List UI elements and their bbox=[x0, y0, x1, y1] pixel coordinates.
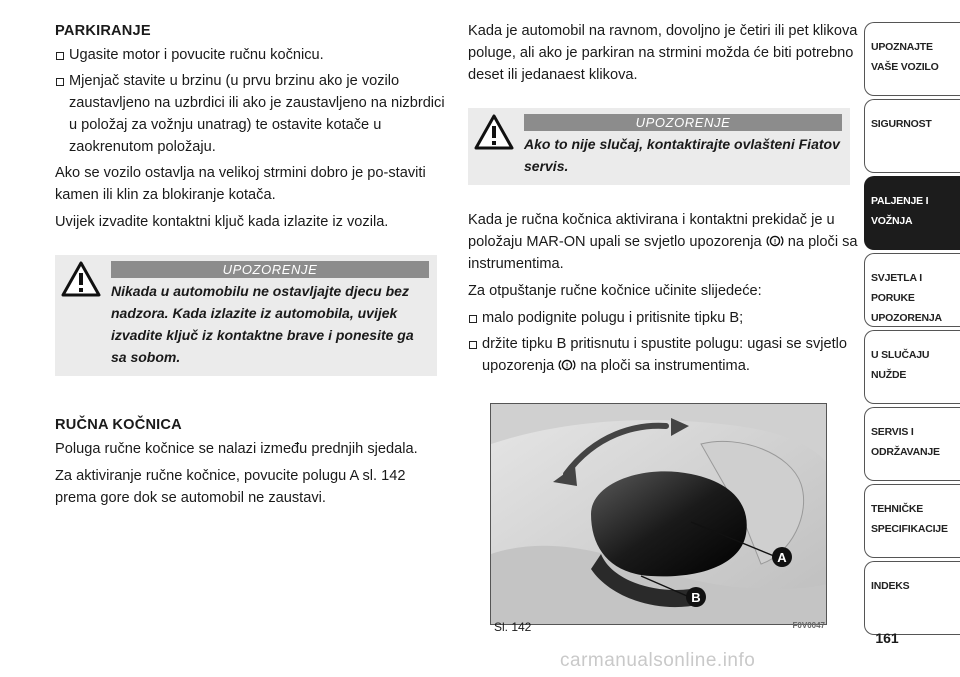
warning-title: UPOZORENJE bbox=[111, 261, 429, 278]
chapter-tab-line2: SPECIFIKACIJE bbox=[871, 523, 948, 535]
heading-parking: PARKIRANJE bbox=[55, 23, 151, 39]
brake-warning-lamp-icon bbox=[558, 358, 576, 372]
warning-title: UPOZORENJE bbox=[524, 114, 842, 131]
chapter-tab[interactable] bbox=[864, 561, 960, 635]
chapter-tab-line1: PALJENJE I bbox=[871, 195, 929, 207]
figure-caption bbox=[490, 620, 827, 634]
paragraph-release: Za otpuštanje ručne kočnice učinite slijedeće: bbox=[468, 283, 762, 299]
parking-brake-figure bbox=[490, 403, 827, 625]
chapter-tab[interactable] bbox=[864, 22, 960, 96]
svg-text:!: ! bbox=[566, 363, 569, 370]
chapter-tab-line2: UPOZORENJA bbox=[871, 312, 942, 324]
chapter-tab-line2: NUŽDE bbox=[871, 369, 907, 381]
warning-box bbox=[55, 255, 437, 376]
warning-text: Ako to nije slučaj, kontaktirajte ovlašteni Fiatov servis. bbox=[524, 136, 840, 174]
paragraph-clicks: Kada je automobil na ravnom, dovoljno je četiri ili pet klikova poluge, ali ako je parkiran na strmini možda će biti potrebno deset ili jedanaest klikova. bbox=[468, 23, 858, 83]
chapter-tab-line1: SIGURNOST bbox=[871, 118, 932, 130]
warning-text bbox=[63, 280, 429, 368]
brake-warning-lamp-icon bbox=[766, 234, 784, 248]
right-column bbox=[468, 20, 858, 381]
paragraph-brake-activate: Za aktiviranje ručne kočnice, povucite polugu A sl. 142 prema gore dok se automobil ne zaustavi. bbox=[55, 468, 406, 506]
paragraph-lamp bbox=[468, 209, 858, 275]
svg-text:!: ! bbox=[773, 239, 776, 246]
chapter-tab-line1: SERVIS I bbox=[871, 426, 914, 438]
paragraph-key: Uvijek izvadite kontaktni ključ kada izlazite iz vozila. bbox=[55, 214, 389, 230]
chapter-tab-line1: INDEKS bbox=[871, 580, 910, 592]
chapter-tab-line2: VOŽNJA bbox=[871, 215, 913, 227]
label-b: B bbox=[691, 590, 701, 605]
chapter-tab[interactable] bbox=[864, 176, 960, 250]
checkbox-bullet-icon bbox=[469, 341, 477, 349]
paragraph-lamp-text-end: na ploči sa instrumentima. bbox=[468, 234, 858, 272]
warning-triangle-icon bbox=[474, 114, 514, 150]
chapter-tab-line2: VAŠE VOZILO bbox=[871, 61, 939, 73]
list-item bbox=[55, 70, 445, 158]
paragraph-slope: Ako se vozilo ostavlja na velikoj strmini dobro je po-staviti kamen ili klin za blokiranje kotača. bbox=[55, 165, 426, 203]
checkbox-bullet-icon bbox=[56, 52, 64, 60]
bullet-text: malo podignite polugu i pritisnite tipku B; bbox=[482, 310, 744, 326]
warning-triangle-icon bbox=[61, 261, 101, 297]
list-item bbox=[55, 44, 445, 66]
bullet-text: Ugasite motor i povucite ručnu kočnicu. bbox=[69, 47, 324, 63]
list-item bbox=[468, 307, 858, 329]
label-a: A bbox=[777, 550, 787, 565]
chapter-tab[interactable] bbox=[864, 99, 960, 173]
bullet-text: Mjenjač stavite u brzinu (u prvu brzinu ako je vozilo zaustavljeno na uzbrdici ili ako je zaustavljeno na nizbrdici u položaj za vožnju unatrag) te ostavite kotače u zaokrenutom položaju. bbox=[69, 73, 445, 155]
warning-text-content: Nikada u automobilu ne ostavljajte djecu bez nadzora. Kada izlazite iz automobila, uvijek izvadite ključ iz kontaktne brave i ponesite ga sa sobom. bbox=[111, 283, 414, 365]
page-number: 161 bbox=[875, 630, 899, 646]
heading-brake: RUČNA KOČNICA bbox=[55, 417, 182, 433]
parking-brake-illustration bbox=[491, 404, 827, 625]
watermark: carmanualsonline.info bbox=[560, 650, 756, 671]
chapter-tab[interactable] bbox=[864, 484, 960, 558]
bullet-text: držite tipku B pritisnutu i spustite polugu: ugasi se svjetlo upozorenja bbox=[482, 336, 848, 374]
paragraph-brake-location: Poluga ručne kočnice se nalazi između prednjih sjedala. bbox=[55, 441, 418, 457]
chapter-tab-line1: TEHNIČKE bbox=[871, 503, 924, 515]
chapter-tab-line2: ODRŽAVANJE bbox=[871, 446, 940, 458]
checkbox-bullet-icon bbox=[469, 315, 477, 323]
bullet-text-end: na ploči sa instrumentima. bbox=[580, 358, 750, 374]
warning-box bbox=[468, 108, 850, 185]
chapter-tab[interactable] bbox=[864, 407, 960, 481]
paragraph-lamp-text: Kada je ručna kočnica aktivirana i kontaktni prekidač je u položaju MAR-ON upali se svjetlo upozorenja bbox=[468, 212, 835, 250]
checkbox-bullet-icon bbox=[56, 78, 64, 86]
chapter-tab-line1: SVJETLA I PORUKE bbox=[871, 272, 922, 304]
figure-label: Sl. 142 bbox=[494, 620, 532, 634]
left-column bbox=[55, 20, 445, 514]
chapter-tab[interactable] bbox=[864, 253, 960, 327]
chapter-tab[interactable] bbox=[864, 330, 960, 404]
list-item bbox=[468, 333, 858, 377]
chapter-tab-line1: UPOZNAJTE bbox=[871, 41, 933, 53]
figure-code: F0V0047 bbox=[792, 621, 825, 630]
chapter-tab-line1: U SLUČAJU bbox=[871, 349, 930, 361]
